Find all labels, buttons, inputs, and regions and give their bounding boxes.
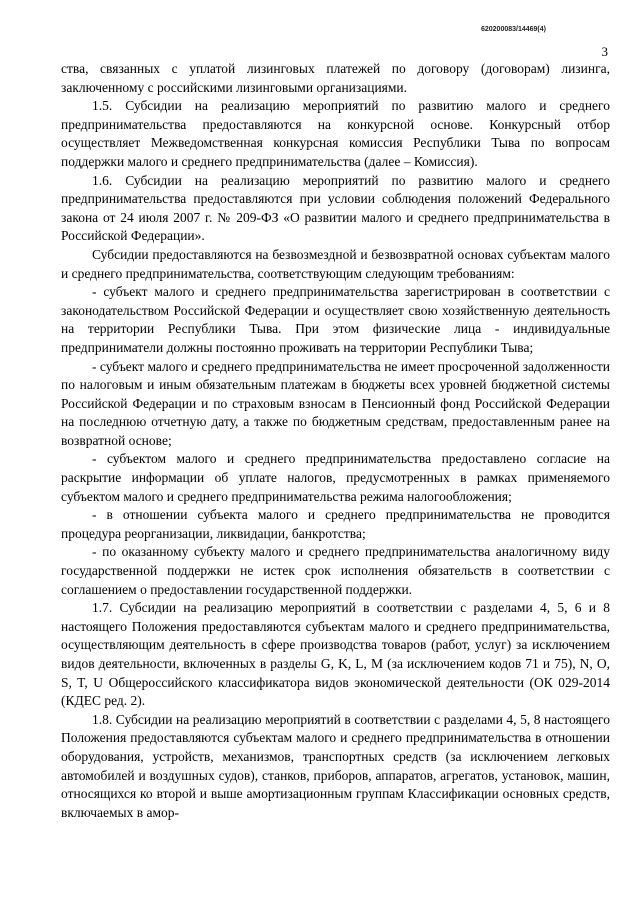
page-number: 3 — [601, 44, 608, 59]
requirement-disclosure-consent: - субъектом малого и среднего предпринимательства предоставлено согласие на раскрытие информации об уплате налогов, предусмотренных в рамках применяемого субъектом малого и среднего предпринимательства режима налогообложения; — [61, 451, 610, 504]
requirement-no-bankruptcy: - в отношении субъекта малого и среднего предпринимательства не проводится процедура реорганизации, ликвидации, банкротства; — [61, 507, 610, 541]
paragraph-1-6: 1.6. Субсидии на реализацию мероприятий по развитию малого и среднего предпринимательства предоставляются при условии соблюдения положений Федерального закона от 24 июля 2007 г. № 209-ФЗ «О развитии малого и среднего предпринимательства в Российской Федерации». — [61, 172, 610, 244]
paragraph-1-5: 1.5. Субсидии на реализацию мероприятий по развитию малого и среднего предпринимательства предоставляются на конкурсной основе. Конкурсный отбор осуществляет Межведомственная конкурсная комиссия Республики Тыва по вопросам поддержки малого и среднего предпринимательства (далее – Комиссия). — [61, 98, 610, 169]
document-body — [61, 60, 610, 822]
paragraph-requirements-intro: Субсидии предоставляются на безвозмездной и безвозвратной основах субъектам малого и среднего предпринимательства, соответствующим следующим требованиям: — [61, 246, 610, 281]
paragraph-1-7: 1.7. Субсидии на реализацию мероприятий в соответствии с разделами 4, 5, 6 и 8 настоящего Положения предоставляются субъектам малого и среднего предпринимательства, осуществляющим деятельность в сфере производства товаров (работ, услуг) за исключением видов деятельности, включенных в разделы G, K, L, M (за исключением кодов 71 и 75), N, O, S, T, U Общероссийского классификатора видов экономической деятельности (ОК 029-2014 (КДЕС ред. 2). — [61, 600, 610, 709]
requirement-no-debt: - субъект малого и среднего предпринимательства не имеет просроченной задолженности по налоговым и иным обязательным платежам в бюджеты всех уровней бюджетной системы Российской Федерации и по страховым взносам в Пенсионный фонд Российской Федерации на последнюю отчетную дату, а также по бюджетным средствам, предоставленным ранее на возвратной основе; — [61, 358, 610, 448]
requirement-registration: - субъект малого и среднего предпринимательства зарегистрирован в соответствии с законодательством Российской Федерации и осуществляет свою хозяйственную деятельность на территории Республики Тыва. При этом физические лица - индивидуальные предприниматели должны постоянно проживать на территории Республики Тыва; — [61, 284, 610, 355]
requirement-support-term: - по оказанному субъекту малого и среднего предпринимательства аналогичному виду государственной поддержки не истек срок исполнения обязательств в соответствии с соглашением о предоставлении государственной поддержки. — [61, 544, 610, 597]
paragraph-continuation: ства, связанных с уплатой лизинговых платежей по договору (договорам) лизинга, заключенному с российскими лизинговыми организациями. — [61, 61, 610, 95]
document-code: 620200083/14469(4) — [480, 26, 546, 33]
paragraph-1-8: 1.8. Субсидии на реализацию мероприятий в соответствии с разделами 4, 5, 8 настоящего Положения предоставляются субъектам малого и среднего предпринимательства в отношении оборудования, устройств, механизмов, транспортных средств (за исключением легковых автомобилей и воздушных судов), станков, приборов, аппаратов, агрегатов, установок, машин, относящихся ко второй и выше амортизационным группам Классификации основных средств, включаемых в амор- — [61, 711, 610, 820]
